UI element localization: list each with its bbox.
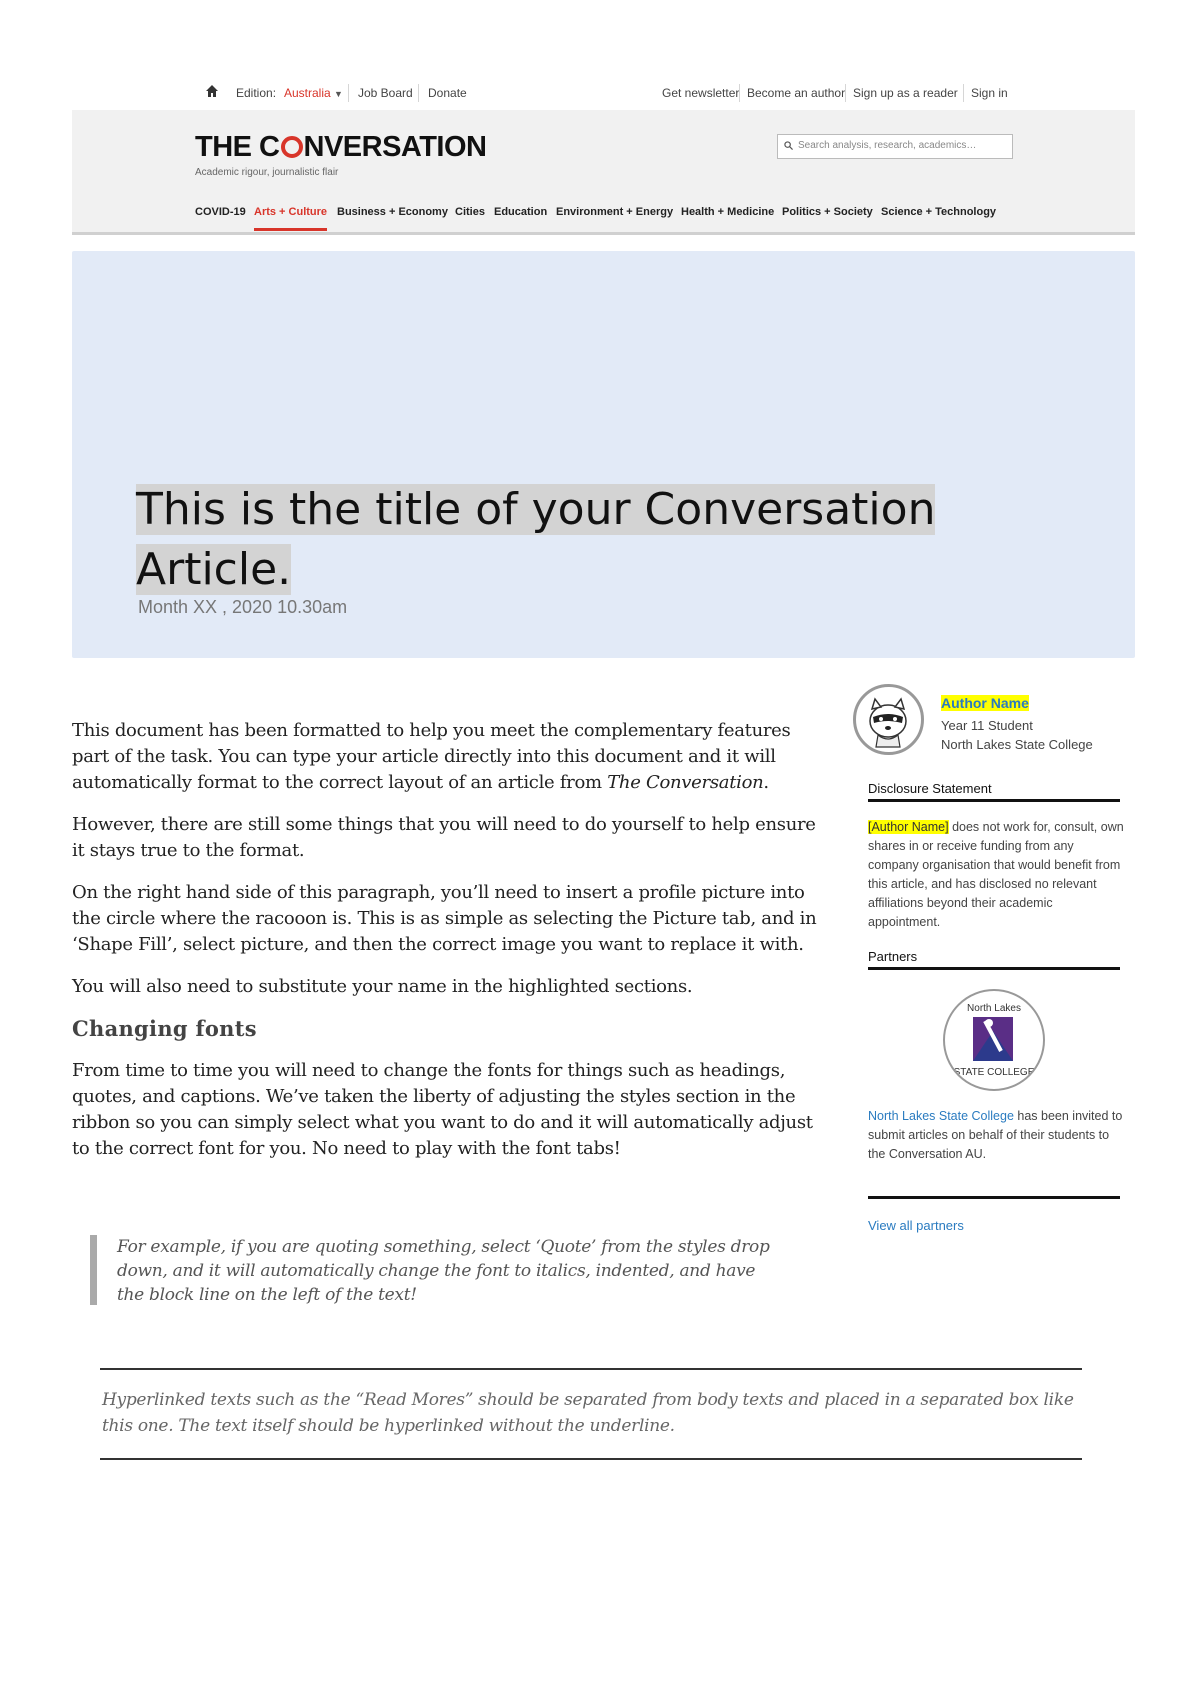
sign-in-link[interactable]: Sign in [971,86,1008,100]
search-input[interactable]: Search analysis, research, academics… [777,134,1013,159]
become-author-link[interactable]: Become an author [747,86,846,100]
sidebar-divider [868,1196,1120,1199]
paragraph-4: You will also need to substitute your name in the highlighted sections. [72,976,693,997]
sign-up-reader-link[interactable]: Sign up as a reader [853,86,958,100]
partners-heading: Partners [868,949,1120,970]
partner-logo-top: North Lakes [967,1003,1021,1014]
partner-link[interactable]: North Lakes State College [868,1109,1014,1123]
nav-item-cities[interactable]: Cities [455,206,485,218]
edition-label: Edition: [236,86,277,100]
site-logo[interactable] [195,131,486,164]
partner-description [868,1107,1124,1164]
donate-link[interactable]: Donate [428,86,467,100]
author-details [941,716,1093,754]
nav-item-covid[interactable]: COVID-19 [195,206,246,218]
nav-item-health-medicine[interactable]: Health + Medicine [681,206,775,218]
nav-item-business-economy[interactable]: Business + Economy [337,206,448,218]
logo-text-left: THE C [195,131,280,163]
article-date: Month XX , 2020 10.30am [138,597,348,617]
author-school: North Lakes State College [941,737,1093,752]
edition-select[interactable] [284,86,343,100]
edition-value: Australia [284,86,331,100]
article-title [136,480,976,600]
chevron-down-icon: ▼ [334,89,343,99]
logo-text-right: NVERSATION [303,131,487,163]
partner-text: has been invited to submit articles on behalf of their students to the Conversation AU. [868,1109,1123,1161]
paragraph-1-text: This document has been formatted to help you meet the complementary features part of the task. You can type your article directly into this document and it will automatically format to the correct layout of an article from [72,720,791,793]
paragraph-5: From time to time you will need to change the fonts for things such as headings, quotes, and captions. We’ve taken the liberty of adjusting the styles section in the ribbon so you can simply select what you want to do and it will automatically adjust to the correct font for you. No need to play with the font tabs! [72,1060,813,1159]
view-all-partners-link[interactable]: View all partners [868,1218,964,1233]
author-role: Year 11 Student [941,718,1033,733]
job-board-link[interactable]: Job Board [358,86,413,100]
paragraph-2: However, there are still some things that you will need to do yourself to help ensure it stays true to the format. [72,814,816,861]
nav-item-arts-culture[interactable]: Arts + Culture [254,206,328,218]
article-body [72,718,832,1178]
nav-item-environment-energy[interactable]: Environment + Energy [556,206,674,218]
author-name[interactable]: Author Name [941,695,1029,711]
nav-item-education[interactable]: Education [494,206,548,218]
paragraph-3: On the right hand side of this paragraph, you’ll need to insert a profile picture into the circle where the racooon is. This is as simple as selecting the Picture tab, and in ‘Shape Fill’, select picture, and then the correct image you want to replace it with. [72,882,817,955]
college-logo-icon [945,991,1043,1089]
publication-name: The Conversation [607,772,764,793]
disclosure-heading: Disclosure Statement [868,781,1120,802]
partner-logo-bottom: STATE COLLEGE [953,1067,1035,1078]
author-avatar[interactable] [853,684,924,755]
paragraph-1-end: . [763,772,769,793]
block-quote: For example, if you are quoting something, select ‘Quote’ from the styles drop down, and it will automatically change the font to italics, indented, and have the block line on the left of the text! [90,1235,777,1305]
nav-item-science-technology[interactable]: Science + Technology [881,206,997,218]
disclosure-text: does not work for, consult, own shares in or receive funding from any company organisation that would benefit from this article, and has disclosed no relevant affiliations beyond their academic appointment. [868,820,1124,929]
home-icon[interactable] [206,85,218,100]
active-nav-indicator [254,228,327,231]
nav-item-politics-society[interactable]: Politics + Society [782,206,873,218]
title-line-1: This is the title of your Conversation [136,484,936,535]
search-icon [784,141,793,150]
title-line-2: Article. [136,544,292,595]
utility-bar [196,82,1016,104]
tagline: Academic rigour, journalistic flair [195,167,339,178]
read-more-box[interactable]: Hyperlinked texts such as the “Read Mores” should be separated from body texts and placed in a separated box like this one. The text itself should be hyperlinked without the underline. [100,1368,1082,1460]
section-heading: Changing fonts [72,1016,257,1041]
disclosure-statement [868,818,1124,932]
get-newsletter-link[interactable]: Get newsletter [662,86,740,100]
logo-o-icon [281,136,303,158]
partner-logo[interactable] [943,989,1045,1091]
raccoon-icon [856,687,921,752]
paragraph-1 [72,718,832,796]
disclosure-author-name: [Author Name] [868,820,949,834]
